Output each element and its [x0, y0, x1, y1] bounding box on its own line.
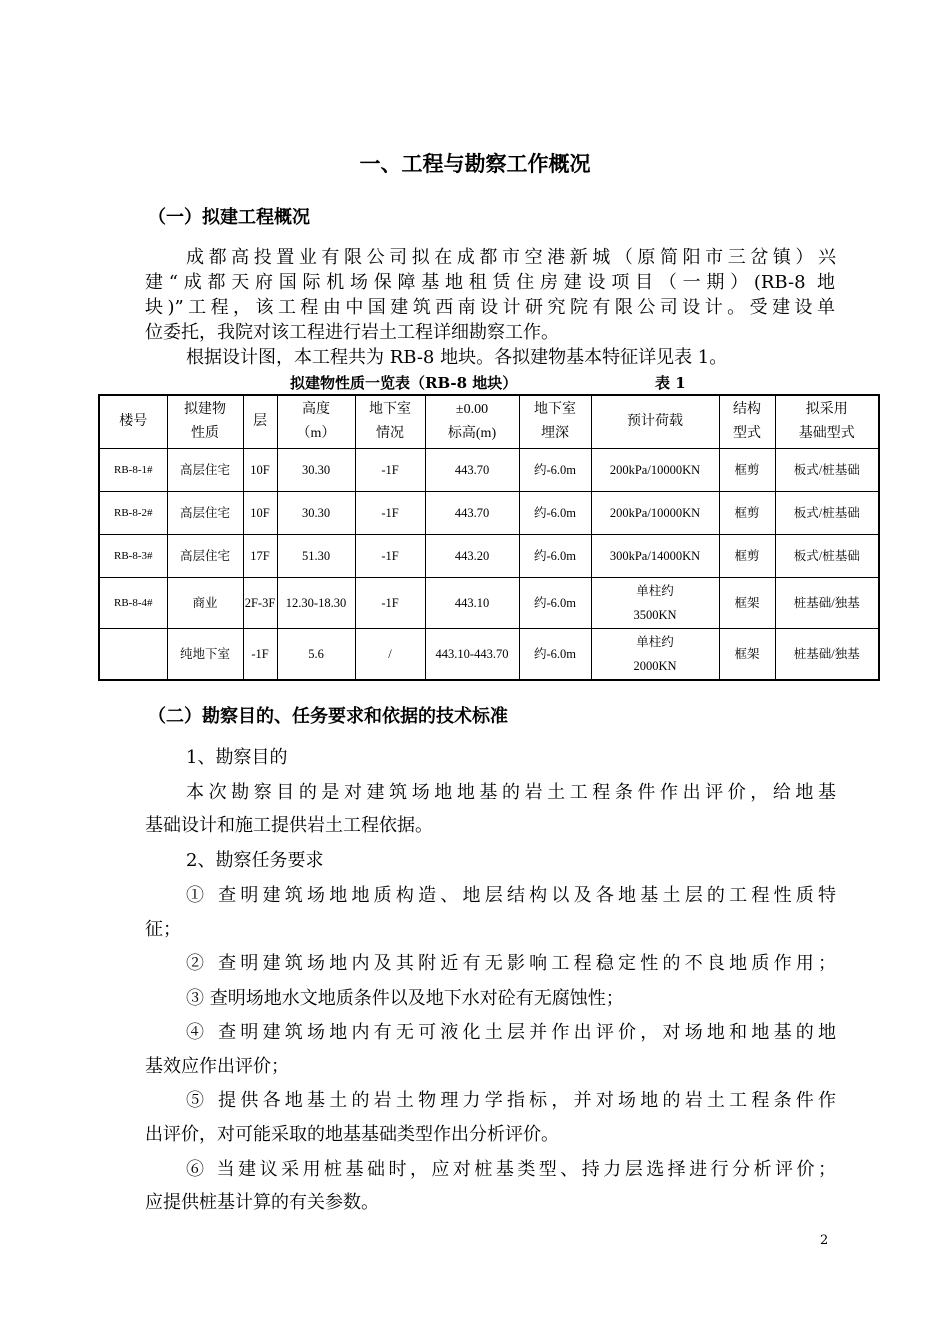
table-cell: 桩基础/独基	[775, 578, 879, 629]
table-cell: 单柱约 3500KN	[591, 578, 719, 629]
paragraph-line: 本次勘察目的是对建筑场地地基的岩土工程条件作出评价，给地基	[186, 782, 836, 803]
subsection-heading-2: （二）勘察目的、任务要求和依据的技术标准	[148, 706, 508, 727]
table-caption: 拟建物性质一览表（RB-8 地块）	[290, 374, 518, 392]
table-cell: -1F	[355, 578, 425, 629]
table-row	[99, 492, 879, 535]
paragraph-line: 根据设计图，本工程共为 RB-8 地块。各拟建物基本特征详见表 1。	[186, 347, 728, 368]
header-cell: 拟采用 基础型式	[775, 395, 879, 449]
table-cell: 443.10	[425, 578, 519, 629]
table-cell: RB-8-1#	[99, 449, 167, 492]
paragraph-line: 成都高投置业有限公司拟在成都市空港新城（原简阳市三岔镇）兴	[186, 247, 836, 268]
paragraph-line: 块)”工程，该工程由中国建筑西南设计研究院有限公司设计。受建设单	[145, 297, 835, 318]
paragraph-line: 应提供桩基计算的有关参数。	[145, 1192, 379, 1213]
table-row	[99, 629, 879, 681]
table-row	[99, 449, 879, 492]
table-cell: 5.6	[277, 629, 355, 681]
table-cell: 框剪	[719, 535, 775, 578]
table-cell: 12.30-18.30	[277, 578, 355, 629]
table-cell: -1F	[355, 535, 425, 578]
table-cell	[99, 629, 167, 681]
paragraph-line: 位委托，我院对该工程进行岩土工程详细勘察工作。	[145, 322, 559, 343]
table-row	[99, 578, 879, 629]
header-cell: 高度 （m）	[277, 395, 355, 449]
section-title: 一、工程与勘察工作概况	[359, 152, 591, 176]
header-cell: 拟建物 性质	[167, 395, 243, 449]
header-cell: 预计荷载	[591, 395, 719, 449]
table-cell: 443.70	[425, 449, 519, 492]
paragraph-line: 2、勘察任务要求	[186, 850, 324, 871]
table-cell: -1F	[355, 449, 425, 492]
paragraph-line: ① 查明建筑场地地质构造、地层结构以及各地基土层的工程性质特	[186, 885, 836, 906]
table-cell: 443.10-443.70	[425, 629, 519, 681]
paragraph-line: ⑥ 当建议采用桩基础时，应对桩基类型、持力层选择进行分析评价；	[186, 1159, 836, 1180]
table-cell: 桩基础/独基	[775, 629, 879, 681]
table-cell: 框剪	[719, 449, 775, 492]
table-cell: 板式/桩基础	[775, 492, 879, 535]
table-cell: 框架	[719, 629, 775, 681]
table-cell: 200kPa/10000KN	[591, 449, 719, 492]
paragraph-line: 1、勘察目的	[186, 747, 288, 768]
table-cell: RB-8-2#	[99, 492, 167, 535]
table-row	[99, 535, 879, 578]
paragraph-line: 基效应作出评价；	[145, 1056, 289, 1077]
table-cell: -1F	[355, 492, 425, 535]
paragraph-line: ④ 查明建筑场地内有无可液化土层并作出评价，对场地和地基的地	[186, 1022, 836, 1043]
table-header-row	[99, 395, 879, 449]
header-cell: ±0.00 标高(m)	[425, 395, 519, 449]
table-cell: 高层住宅	[167, 449, 243, 492]
table-cell: 443.20	[425, 535, 519, 578]
header-cell: 地下室 埋深	[519, 395, 591, 449]
header-cell: 结构 型式	[719, 395, 775, 449]
paragraph-line: 征；	[145, 919, 181, 940]
paragraph-line: 基础设计和施工提供岩土工程依据。	[145, 815, 433, 836]
table-cell: 200kPa/10000KN	[591, 492, 719, 535]
table-cell: 框剪	[719, 492, 775, 535]
table-cell: 约-6.0m	[519, 629, 591, 681]
table-cell: RB-8-4#	[99, 578, 167, 629]
table-cell: 17F	[243, 535, 277, 578]
table-cell: 高层住宅	[167, 492, 243, 535]
table-cell: 300kPa/14000KN	[591, 535, 719, 578]
table-cell: RB-8-3#	[99, 535, 167, 578]
table-cell: 纯地下室	[167, 629, 243, 681]
table-cell: 10F	[243, 449, 277, 492]
header-cell: 楼号	[99, 395, 167, 449]
page-number: 2	[820, 1233, 829, 1248]
table-cell: 商业	[167, 578, 243, 629]
table-cell: 板式/桩基础	[775, 535, 879, 578]
table-cell: 2F-3F	[243, 578, 277, 629]
table-cell: 约-6.0m	[519, 578, 591, 629]
table-cell: 30.30	[277, 449, 355, 492]
table-cell: 10F	[243, 492, 277, 535]
table-cell: 约-6.0m	[519, 449, 591, 492]
table-cell: 443.70	[425, 492, 519, 535]
table-cell: /	[355, 629, 425, 681]
building-properties-table	[98, 394, 880, 681]
table-cell: 高层住宅	[167, 535, 243, 578]
table-cell: 51.30	[277, 535, 355, 578]
table-cell: 约-6.0m	[519, 492, 591, 535]
table-cell: 30.30	[277, 492, 355, 535]
header-cell: 地下室 情况	[355, 395, 425, 449]
table-cell: 约-6.0m	[519, 535, 591, 578]
table-cell: 板式/桩基础	[775, 449, 879, 492]
table-number: 表 1	[655, 374, 686, 392]
table-cell: -1F	[243, 629, 277, 681]
subsection-heading-1: （一）拟建工程概况	[148, 207, 310, 228]
paragraph-line: ② 查明建筑场地内及其附近有无影响工程稳定性的不良地质作用；	[186, 953, 836, 974]
paragraph-line: ⑤ 提供各地基土的岩土物理力学指标，并对场地的岩土工程条件作	[186, 1090, 836, 1111]
paragraph-line: 建“成都天府国际机场保障基地租赁住房建设项目（一期）(RB-8 地	[145, 272, 835, 293]
paragraph-line: ③ 查明场地水文地质条件以及地下水对砼有无腐蚀性；	[186, 988, 624, 1009]
table-cell: 框架	[719, 578, 775, 629]
table-cell: 单柱约 2000KN	[591, 629, 719, 681]
paragraph-line: 出评价，对可能采取的地基基础类型作出分析评价。	[145, 1124, 559, 1145]
header-cell: 层	[243, 395, 277, 449]
